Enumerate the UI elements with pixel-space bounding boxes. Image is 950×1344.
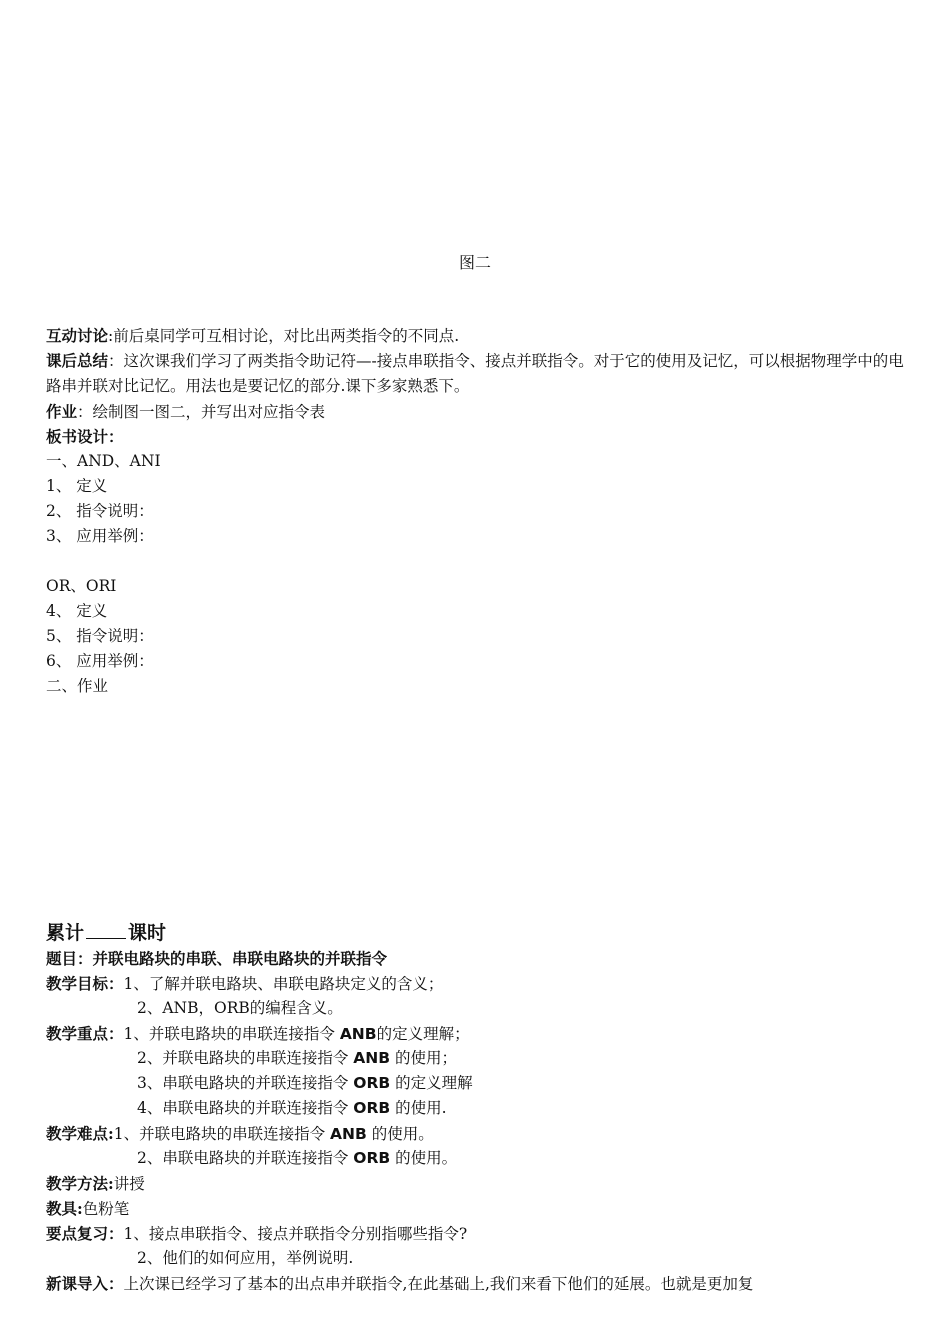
difficulty-item	[46, 1146, 916, 1171]
difficulty-post: 的使用。	[366, 1125, 434, 1143]
difficulty-line	[46, 1121, 916, 1146]
review-line	[46, 1221, 916, 1246]
tools-line	[46, 1196, 916, 1221]
method-label: 教学方法:	[46, 1174, 114, 1193]
board-line: 4、 定义	[46, 602, 108, 620]
board-line: 一、AND、ANI	[46, 452, 161, 470]
board-line: 6、 应用举例：	[46, 652, 154, 670]
focus-item	[46, 1071, 916, 1096]
lesson-count-line	[46, 920, 916, 946]
board-line: 二、作业	[46, 677, 109, 695]
review-label: 要点复习：	[46, 1224, 124, 1243]
lesson-plan-part2	[46, 920, 916, 1296]
lesson-notes-part1	[46, 323, 916, 699]
focus-pre: 3、串联电路块的并联连接指令	[137, 1074, 354, 1092]
summary-text: ：这次课我们学习了两类指令助记符—-接点串联指令、接点并联指令。对于它的使用及记忆，可以根据物理学中的电路串并联对比记忆。用法也是要记忆的部分.课下多家熟悉下。	[46, 352, 904, 395]
discussion-text: :前后桌同学可互相讨论，对比出两类指令的不同点.	[108, 327, 460, 345]
focus-post: 的定义理解	[390, 1074, 473, 1092]
topic-text: 并联电路块的串联、串联电路块的并联指令	[92, 949, 388, 968]
board-blank-line	[46, 549, 916, 574]
difficulty-label: 教学难点:	[46, 1124, 114, 1143]
goal-item: 1、了解并联电路块、串联电路块定义的含义；	[123, 975, 444, 993]
figure-caption: 图二	[458, 253, 491, 272]
summary-label: 课后总结	[46, 351, 109, 370]
instruction-code: ANB	[339, 1025, 377, 1043]
difficulty-post: 的使用。	[390, 1149, 458, 1167]
homework-line	[46, 399, 916, 424]
lesson-count-blank	[86, 938, 126, 939]
intro-text: 上次课已经学习了基本的出点串并联指令,在此基础上,我们来看下他们的延展。也就是更加复	[123, 1275, 754, 1293]
instruction-code: ORB	[353, 1074, 391, 1092]
goal-item: 2、ANB，ORB的编程含义。	[137, 999, 343, 1017]
board-line: 5、 指令说明：	[46, 627, 154, 645]
instruction-code: ORB	[353, 1149, 391, 1167]
homework-text: ：绘制图一图二，并写出对应指令表	[77, 403, 326, 421]
tools-text: 色粉笔	[82, 1200, 130, 1218]
board-line: 1、 定义	[46, 477, 108, 495]
focus-line	[46, 1021, 916, 1046]
board-line: 2、 指令说明：	[46, 502, 154, 520]
difficulty-pre: 1、并联电路块的串联连接指令	[113, 1125, 331, 1143]
topic-line	[46, 946, 916, 971]
intro-line	[46, 1271, 916, 1296]
discussion-line	[46, 323, 916, 348]
topic-label: 题目：	[46, 949, 93, 968]
instruction-code: ANB	[353, 1049, 391, 1067]
focus-pre: 1、并联电路块的串联连接指令	[123, 1025, 340, 1043]
board-line: 3、 应用举例：	[46, 527, 154, 545]
lesson-count-suffix: 课时	[128, 922, 167, 944]
intro-label: 新课导入：	[46, 1274, 124, 1293]
instruction-code: ORB	[353, 1099, 391, 1117]
tools-label: 教具:	[46, 1199, 83, 1218]
focus-item	[46, 1096, 916, 1121]
difficulty-pre: 2、串联电路块的并联连接指令	[137, 1149, 354, 1167]
review-item: 1、接点串联指令、接点并联指令分别指哪些指令?	[123, 1225, 468, 1243]
focus-pre: 4、串联电路块的并联连接指令	[137, 1099, 354, 1117]
focus-post: 的定义理解；	[376, 1025, 470, 1043]
review-item: 2、他们的如何应用，举例说明.	[137, 1249, 354, 1267]
focus-label: 教学重点：	[46, 1024, 124, 1043]
discussion-label: 互动讨论	[46, 326, 109, 345]
lesson-count-prefix: 累计	[46, 922, 85, 944]
instruction-code: ANB	[330, 1125, 367, 1143]
board-line: OR、ORI	[46, 577, 117, 595]
method-line	[46, 1171, 916, 1196]
focus-post: 的使用.	[390, 1099, 447, 1117]
goals-label: 教学目标：	[46, 974, 124, 993]
goals-line	[46, 971, 916, 996]
focus-pre: 2、并联电路块的串联连接指令	[137, 1049, 354, 1067]
board-design-label: 板书设计：	[46, 427, 124, 446]
homework-label: 作业	[46, 402, 78, 421]
method-text: 讲授	[113, 1175, 145, 1193]
focus-post: 的使用；	[390, 1049, 458, 1067]
focus-item	[46, 1046, 916, 1071]
summary-paragraph	[46, 348, 916, 399]
